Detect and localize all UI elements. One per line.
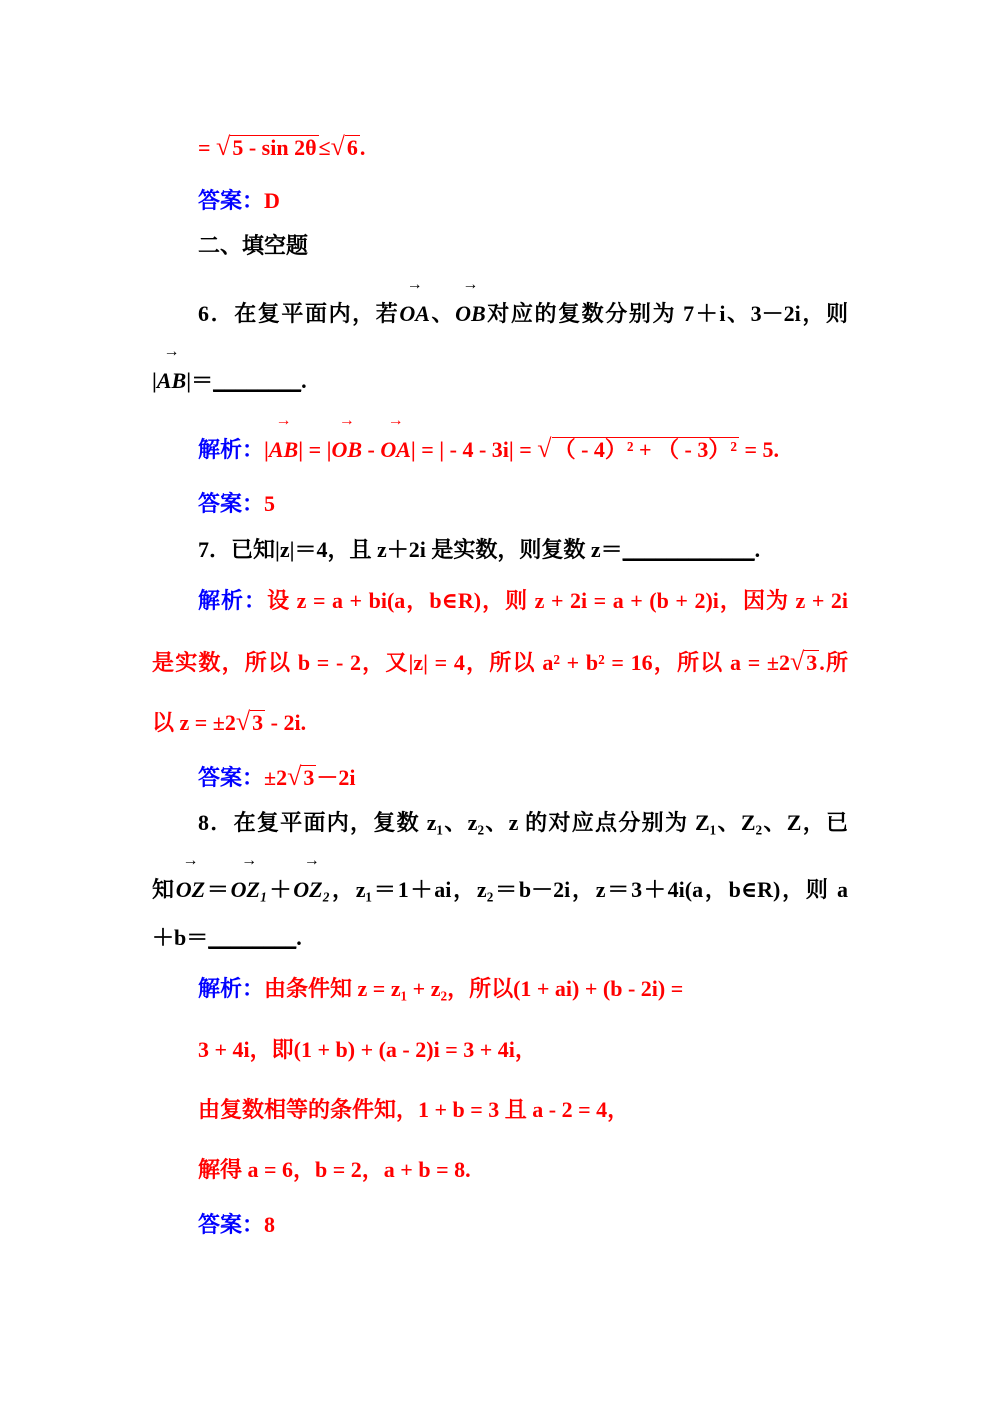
vector-oa: → OA (399, 299, 430, 329)
answer-label: 答案： (198, 188, 265, 213)
text: －2i (316, 765, 356, 790)
text: 由条件知 z = z₁ + z₂，所以(1 + ai) + (b - 2i) = (264, 976, 684, 1001)
text: 6．在复平面内，若 (198, 301, 400, 326)
solution-8-line-4: 解得 a = 6，b = 2，a + b = 8. (198, 1157, 471, 1182)
sqrt-expression (236, 707, 265, 738)
question-6-line-1 (198, 299, 848, 329)
answer-blank: ____________ (622, 537, 755, 562)
radicand: 6 (346, 135, 358, 160)
vector-oz: → OZ (176, 875, 205, 905)
vector-ob: → OB (331, 435, 362, 465)
solution-label: 解析： (198, 976, 265, 1001)
vector-oz1: → OZ₁ (231, 875, 268, 905)
radicand: 5 - sin 2θ (232, 135, 317, 160)
period: . (296, 925, 302, 950)
section-heading: 二、填空题 (198, 233, 309, 258)
answer-blank: ________ (213, 368, 302, 393)
text: ±2 (264, 765, 288, 790)
answer-label: 答案： (198, 1212, 265, 1237)
question-8-line-2 (152, 875, 848, 905)
solution-6 (198, 434, 848, 464)
text: | (152, 368, 157, 393)
text: |＝ (186, 368, 214, 393)
text: 设 z = a + bi(a，b∈R)，则 z + 2i = a + (b + 2)i，因为 z + 2i (267, 588, 848, 613)
text: ＋ (267, 877, 294, 902)
text: 以 z = ±2 (152, 710, 236, 735)
solution-8-line-2: 3 + 4i，即(1 + b) + (a - 2)i = 3 + 4i， (198, 1037, 537, 1062)
vector-oa: → OA (380, 435, 411, 465)
radical-sign: √ (287, 762, 302, 791)
text: ＝ (205, 877, 231, 902)
sqrt-expression (287, 762, 316, 793)
text: ＋b＝ (152, 925, 209, 950)
vector-oz2: → OZ₂ (293, 875, 330, 905)
answer-value: D (264, 188, 280, 213)
text: 知 (152, 877, 176, 902)
text: = 5. (738, 437, 780, 462)
equals: = (198, 135, 211, 160)
vector-ab: → AB (157, 366, 186, 396)
text: - 2i. (265, 710, 307, 735)
solution-7-line-3 (152, 707, 848, 737)
vector-ab: → AB (269, 435, 298, 465)
text: - (362, 437, 381, 462)
question-8-line-3 (152, 923, 848, 953)
radicand: 3 (252, 710, 264, 735)
text: | = | (298, 437, 332, 462)
answer-7 (198, 762, 848, 792)
q5-solution-tail (198, 132, 848, 162)
question-7 (198, 535, 848, 565)
answer-6 (198, 489, 848, 519)
answer-value: 8 (264, 1212, 276, 1237)
answer-label: 答案： (198, 491, 265, 516)
solution-7-line-1 (198, 586, 848, 616)
period: . (301, 368, 307, 393)
sqrt-expression (216, 132, 319, 163)
vector-ob: → OB (455, 299, 486, 329)
radical-sign: √ (216, 132, 231, 161)
answer-label: 答案： (198, 765, 265, 790)
text: 是实数，所以 b = - 2，又|z| = 4，所以 a² + b² = 16，所以 a = ±2 (152, 650, 791, 675)
le-sign: ≤ (318, 135, 331, 160)
radical-sign: √ (537, 434, 552, 463)
radicand: 3 (303, 765, 315, 790)
text: 、 (429, 301, 456, 326)
radical-sign: √ (235, 707, 251, 736)
answer-value: 5 (264, 491, 276, 516)
answer-value (264, 762, 356, 791)
solution-7-line-2 (152, 647, 848, 677)
radical-sign: √ (790, 647, 805, 676)
question-8-line-1: 8．在复平面内，复数 z₁、z₂、z 的对应点分别为 Z₁、Z₂、Z，已 (198, 810, 848, 835)
period: . (754, 537, 761, 562)
radicand: （ - 4）² + （ - 3）² (553, 437, 737, 462)
solution-body (264, 434, 780, 463)
answer-5 (198, 186, 848, 216)
question-6-line-2 (152, 366, 848, 396)
text: ，z₁＝1＋ai，z₂＝b－2i，z＝3＋4i(a，b∈R)，则 a (330, 877, 848, 902)
solution-8-line-1 (198, 974, 848, 1004)
sqrt-expression (790, 647, 819, 678)
sqrt-expression (331, 132, 360, 163)
solution-label: 解析： (198, 588, 268, 613)
text: | (264, 437, 269, 462)
radicand: 3 (806, 650, 818, 675)
text: | = | - 4 - 3i| = (410, 437, 538, 462)
solution-8-line-3: 由复数相等的条件知，1 + b = 3 且 a - 2 = 4， (198, 1097, 630, 1122)
text: .所 (819, 650, 848, 675)
text: 7．已知|z|＝4，且 z＋2i 是实数，则复数 z＝ (198, 537, 623, 562)
text: 对应的复数分别为 7＋i、3－2i，则 (485, 301, 848, 326)
sqrt-expression (537, 434, 739, 465)
radical-sign: √ (330, 132, 345, 161)
solution-label: 解析： (198, 437, 265, 462)
answer-8 (198, 1210, 848, 1240)
answer-blank: ________ (208, 925, 297, 950)
period: . (359, 135, 366, 160)
